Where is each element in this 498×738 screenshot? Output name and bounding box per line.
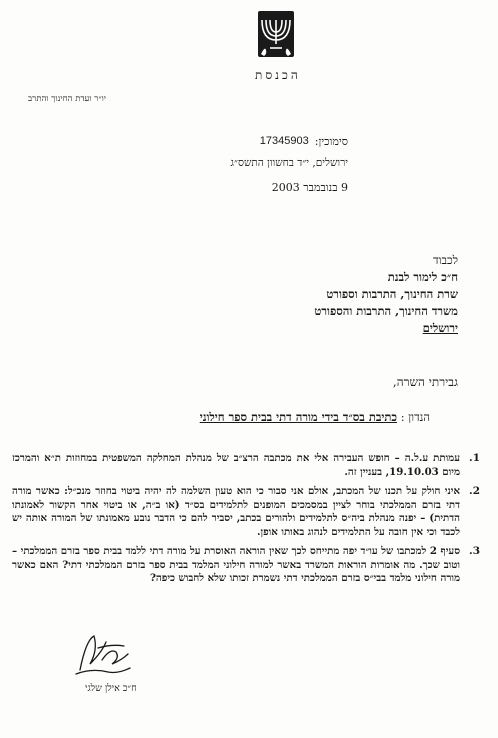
item-text: עמותת ע.ל.ה – חופש העבירה אלי את מכתבה הרצ״ב של מנהלת המחלקה המשפטית במחוזות ת״א והמרכז מיום 19.10.03, בעניין זה.: [12, 452, 460, 478]
item-text: סעיף 2 למכתבו של עו״ד יפה מתייחס לכך שאין הוראה האוסרת על מורה דתי ללמד בבית ספר בזרם הממלכתי – וטוב שכך. מה אומרות הוראות המשרד באשר למורה חילוני המלמד בבית ספר בזרם הממלכתי דתי? האם כאשר מורה חילוני מלמד בבי״ס בזרם הממלכתי דתי נשמרת זכותו שלא לחבוש כיפה?: [12, 545, 460, 584]
item-number: 1.: [469, 452, 480, 464]
reference-line: [260, 135, 348, 148]
recipient-line-3: שרת החינוך, התרבות וספורט: [326, 287, 458, 301]
recipient-line-4: משרד החינוך, התרבות והספורט: [314, 304, 458, 318]
hebrew-date: ירושלים, י״ד בחשוון התשס״ג: [230, 157, 348, 169]
list-item: [12, 545, 480, 586]
subject-text: כתיבת בס״ד בידי מורה דתי בבית ספר חילוני: [199, 410, 398, 424]
subject-label: הנדון :: [400, 410, 430, 424]
numbered-items: [12, 452, 480, 592]
signatory-name: ח״כ אילן שלגי: [85, 683, 137, 694]
subject-line: [200, 410, 430, 424]
reference-label: סימוכין:: [314, 135, 348, 148]
recipient-line-5: ירושלים: [422, 321, 458, 335]
item-number: 3.: [469, 545, 480, 557]
gregorian-date: 9 בנובמבר 2003: [271, 181, 348, 194]
item-text: איני חולק על תכנו של המכתב, אולם אני סבור כי הוא טעון השלמה לה יהיה ביטוי בחוזר מנכ״ל: כאשר מורה דתי בזרם הממלכתי בוחר לציין במסמכים המופנים לתלמידים בס״ד (או ב״ה, או ביטוי אחר הקשור לאמונתו הדתית) – יפנה מנהלת ביה״ס לתלמידים ולהורים בכתב, יסביר להם כי הדבר נובע מאמונתו של המורה אותה יש לכבד וכי אין חובה על התלמידים לנהוג באותו אופן.: [12, 485, 460, 538]
recipient-line-2: ח״כ לימור לבנת: [387, 270, 458, 284]
recipient-line-1: לכבוד: [432, 253, 458, 267]
list-item: [12, 452, 480, 479]
handwritten-signature-icon: [72, 630, 132, 678]
list-item: [12, 485, 480, 539]
committee-title: יו״ר ועדת החינוך והתרב: [28, 94, 106, 104]
salutation: גבירתי השרה,: [392, 375, 458, 389]
item-number: 2.: [469, 485, 480, 497]
reference-number: 17345903: [259, 135, 309, 147]
institution-name: הכנסת: [255, 68, 301, 82]
menorah-emblem-icon: [257, 10, 295, 58]
